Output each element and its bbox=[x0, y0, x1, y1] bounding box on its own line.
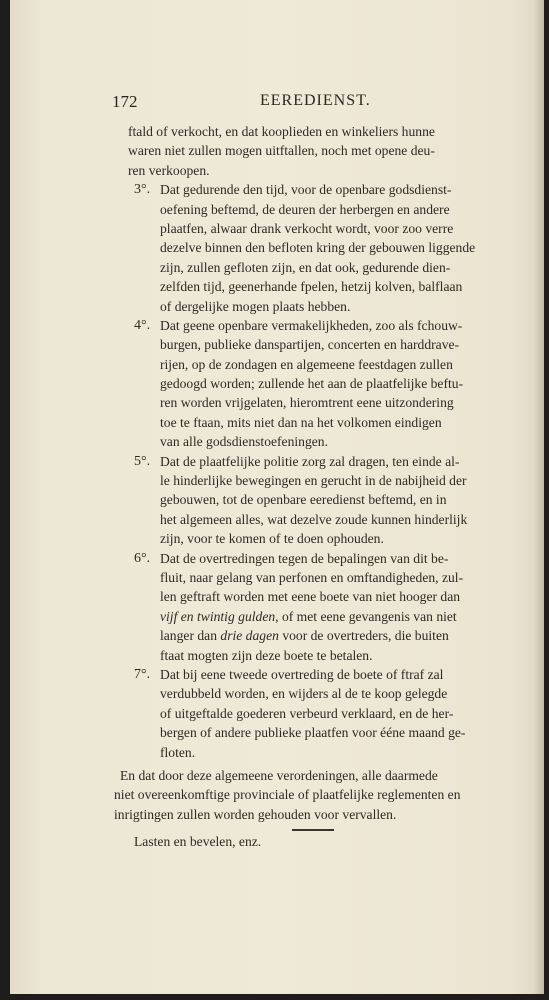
text-line: rijen, op de zondagen en algemeene feestdagen zullen bbox=[160, 356, 453, 372]
book-page bbox=[10, 0, 544, 994]
text-line: le hinderlijke bewegingen en gerucht in de nabijheid der bbox=[160, 473, 467, 489]
text-line: ftald of verkocht, en dat kooplieden en winkeliers hunne bbox=[128, 124, 435, 139]
text-line: plaatfen, alwaar drank verkocht wordt, voor zoo verre bbox=[160, 220, 454, 236]
text-line: toe te ftaan, mits niet dan na het volkomen eindigen bbox=[160, 414, 442, 430]
end-rule bbox=[292, 829, 334, 831]
text-line: En dat door deze algemeene verordeningen, alle daarmede bbox=[120, 767, 438, 783]
text-line: waren niet zullen mogen uitftallen, noch met opene deu- bbox=[128, 143, 435, 159]
article-number: 4°. bbox=[134, 317, 151, 333]
text-line: van alle godsdienstoefeningen. bbox=[160, 434, 328, 450]
text-line: gedoogd worden; zullende het aan de plaatfelijke beftu- bbox=[160, 376, 464, 392]
running-head: EEREDIENST. bbox=[260, 92, 371, 109]
text-line: bergen of andere publieke plaatfen voor ééne maand ge- bbox=[160, 725, 466, 741]
text-line: Dat gedurende den tijd, voor de openbare godsdienst- bbox=[160, 182, 452, 198]
text-line: zelfden tijd, geenerhande fpelen, hetzij kolven, balflaan bbox=[160, 279, 463, 295]
text-line: dezelve binnen den befloten kring der gebouwen liggende bbox=[160, 240, 476, 256]
article-6 bbox=[128, 549, 512, 665]
text-line: Dat bij eene tweede overtreding de boete of ftraf zal bbox=[160, 666, 444, 682]
text-line: niet overeenkomftige provinciale of plaatfelijke reglementen en bbox=[114, 787, 461, 803]
text-line: len geftraft worden met eene boete van niet hooger dan bbox=[160, 589, 461, 605]
text-line-italic-days: langer dan drie dagen voor de overtreders, die buiten bbox=[160, 628, 449, 644]
text-line: inrigtingen zullen worden gehouden voor vervallen. bbox=[114, 806, 397, 822]
text-line: oefening beftemd, de deuren der herbergen en andere bbox=[160, 201, 450, 217]
article-7 bbox=[128, 665, 512, 762]
body-text bbox=[114, 122, 512, 851]
text-line: verdubbeld worden, en wijders al de te koop gelegde bbox=[160, 686, 448, 702]
final-formula: Lasten en bevelen, enz. bbox=[134, 834, 262, 850]
text-line: of uitgeftalde goederen verbeurd verklaard, en de her- bbox=[160, 705, 454, 721]
text-line: het algemeen alles, wat dezelve zoude kunnen hinderlijk bbox=[160, 511, 468, 527]
article-number: 6°. bbox=[134, 550, 151, 566]
text-line-italic-amount: vijf en twintig gulden, of met eene gevangenis van niet bbox=[160, 608, 457, 624]
text-line: floten. bbox=[160, 744, 196, 760]
closing-paragraph bbox=[114, 766, 512, 824]
text-line: zijn, voor te komen of te doen ophouden. bbox=[160, 531, 384, 547]
article-5 bbox=[128, 452, 512, 549]
article-number: 3°. bbox=[134, 182, 151, 198]
text-line: ren worden vrijgelaten, hieromtrent eene uitzondering bbox=[160, 395, 454, 411]
article-number: 7°. bbox=[134, 666, 151, 682]
intro-paragraph bbox=[128, 122, 512, 180]
article-number: 5°. bbox=[134, 453, 151, 469]
page-number: 172 bbox=[112, 92, 138, 111]
text-line: Dat de overtredingen tegen de bepalingen van dit be- bbox=[160, 550, 449, 566]
text-line: burgen, publieke danspartijen, concerten en harddrave- bbox=[160, 337, 460, 353]
page-header bbox=[10, 92, 544, 116]
text-line: gebouwen, tot de openbare eeredienst beftemd, en in bbox=[160, 492, 447, 508]
text-line: Dat geene openbare vermakelijkheden, zoo als fchouw- bbox=[160, 317, 463, 333]
text-line: of dergelijke mogen plaats hebben. bbox=[160, 298, 351, 314]
text-line: fluit, naar gelang van perfonen en omftandigheden, zul- bbox=[160, 569, 464, 585]
text-line: zijn, zullen gefloten zijn, en dat ook, gedurende dien- bbox=[160, 259, 451, 275]
article-3 bbox=[128, 180, 512, 316]
article-4 bbox=[128, 316, 512, 452]
text-line: ren verkoopen. bbox=[128, 162, 210, 178]
text-line: ftaat mogten zijn deze boete te betalen. bbox=[160, 647, 373, 663]
page-edge-shadow bbox=[534, 0, 544, 994]
text-line: Dat de plaatfelijke politie zorg zal dragen, ten einde al- bbox=[160, 453, 460, 469]
